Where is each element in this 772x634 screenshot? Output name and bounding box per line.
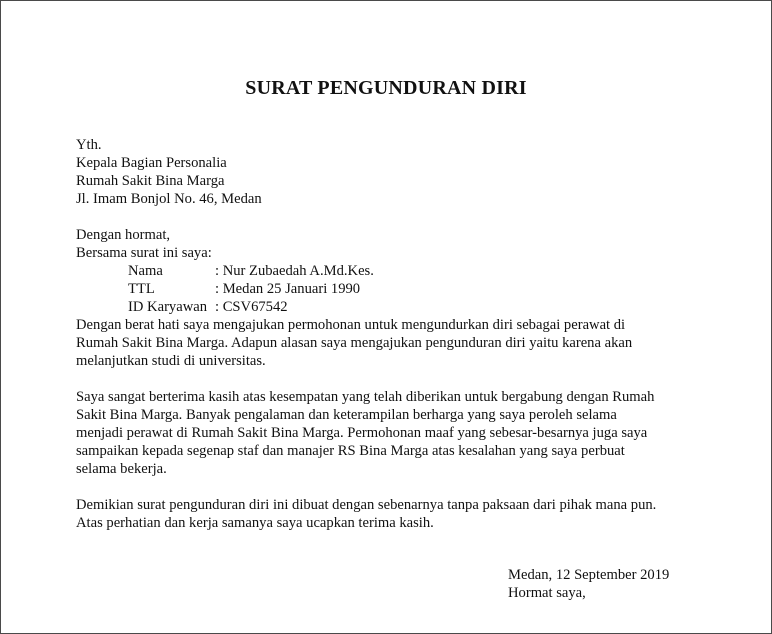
- paragraph-1-line-3: melanjutkan studi di universitas.: [76, 353, 266, 369]
- identity-label: TTL: [128, 281, 155, 297]
- paragraph-2-line-3: menjadi perawat di Rumah Sakit Bina Marga. Permohonan maaf yang sebesar-besarnya juga saya: [76, 425, 648, 441]
- identity-value: : Nur Zubaedah A.Md.Kes.: [215, 263, 374, 279]
- paragraph-3-line-2: Atas perhatian dan kerja samanya saya ucapkan terima kasih.: [76, 515, 434, 531]
- identity-row-name: [128, 262, 374, 280]
- intro-line: Bersama surat ini saya:: [76, 245, 212, 261]
- recipient-salutation: Yth.: [76, 137, 102, 153]
- recipient-address: Jl. Imam Bonjol No. 46, Medan: [76, 191, 262, 207]
- identity-label: ID Karyawan: [128, 299, 208, 315]
- recipient-position: Kepala Bagian Personalia: [76, 155, 227, 171]
- identity-value: : CSV67542: [215, 299, 288, 315]
- recipient-institution: Rumah Sakit Bina Marga: [76, 173, 225, 189]
- identity-label: Nama: [128, 263, 163, 279]
- paragraph-2-line-4: sampaikan kepada segenap staf dan manajer RS Bina Marga atas kesalahan yang saya perbuat: [76, 443, 625, 459]
- paragraph-2-line-2: Sakit Bina Marga. Banyak pengalaman dan keterampilan berharga yang saya peroleh selama: [76, 407, 617, 423]
- regards: Hormat saya,: [508, 585, 586, 601]
- identity-value: : Medan 25 Januari 1990: [215, 281, 361, 297]
- paragraph-1-line-2: Rumah Sakit Bina Marga. Adapun alasan saya mengajukan pengunduran diri yaitu karena akan: [76, 335, 633, 351]
- identity-row-ttl: [128, 280, 360, 298]
- paragraph-2-line-5: selama bekerja.: [76, 461, 167, 477]
- paragraph-3-line-1: Demikian surat pengunduran diri ini dibuat dengan sebenarnya tanpa paksaan dari pihak mana pun.: [76, 497, 657, 513]
- paragraph-1-line-1: Dengan berat hati saya mengajukan permohonan untuk mengundurkan diri sebagai perawat di: [76, 317, 626, 333]
- paragraph-2-line-1: Saya sangat berterima kasih atas kesempatan yang telah diberikan untuk bergabung dengan Rumah: [76, 389, 655, 405]
- greeting: Dengan hormat,: [76, 227, 171, 243]
- place-date: Medan, 12 September 2019: [508, 567, 670, 583]
- letter-title: SURAT PENGUNDURAN DIRI: [245, 77, 527, 99]
- identity-row-id: [128, 298, 288, 316]
